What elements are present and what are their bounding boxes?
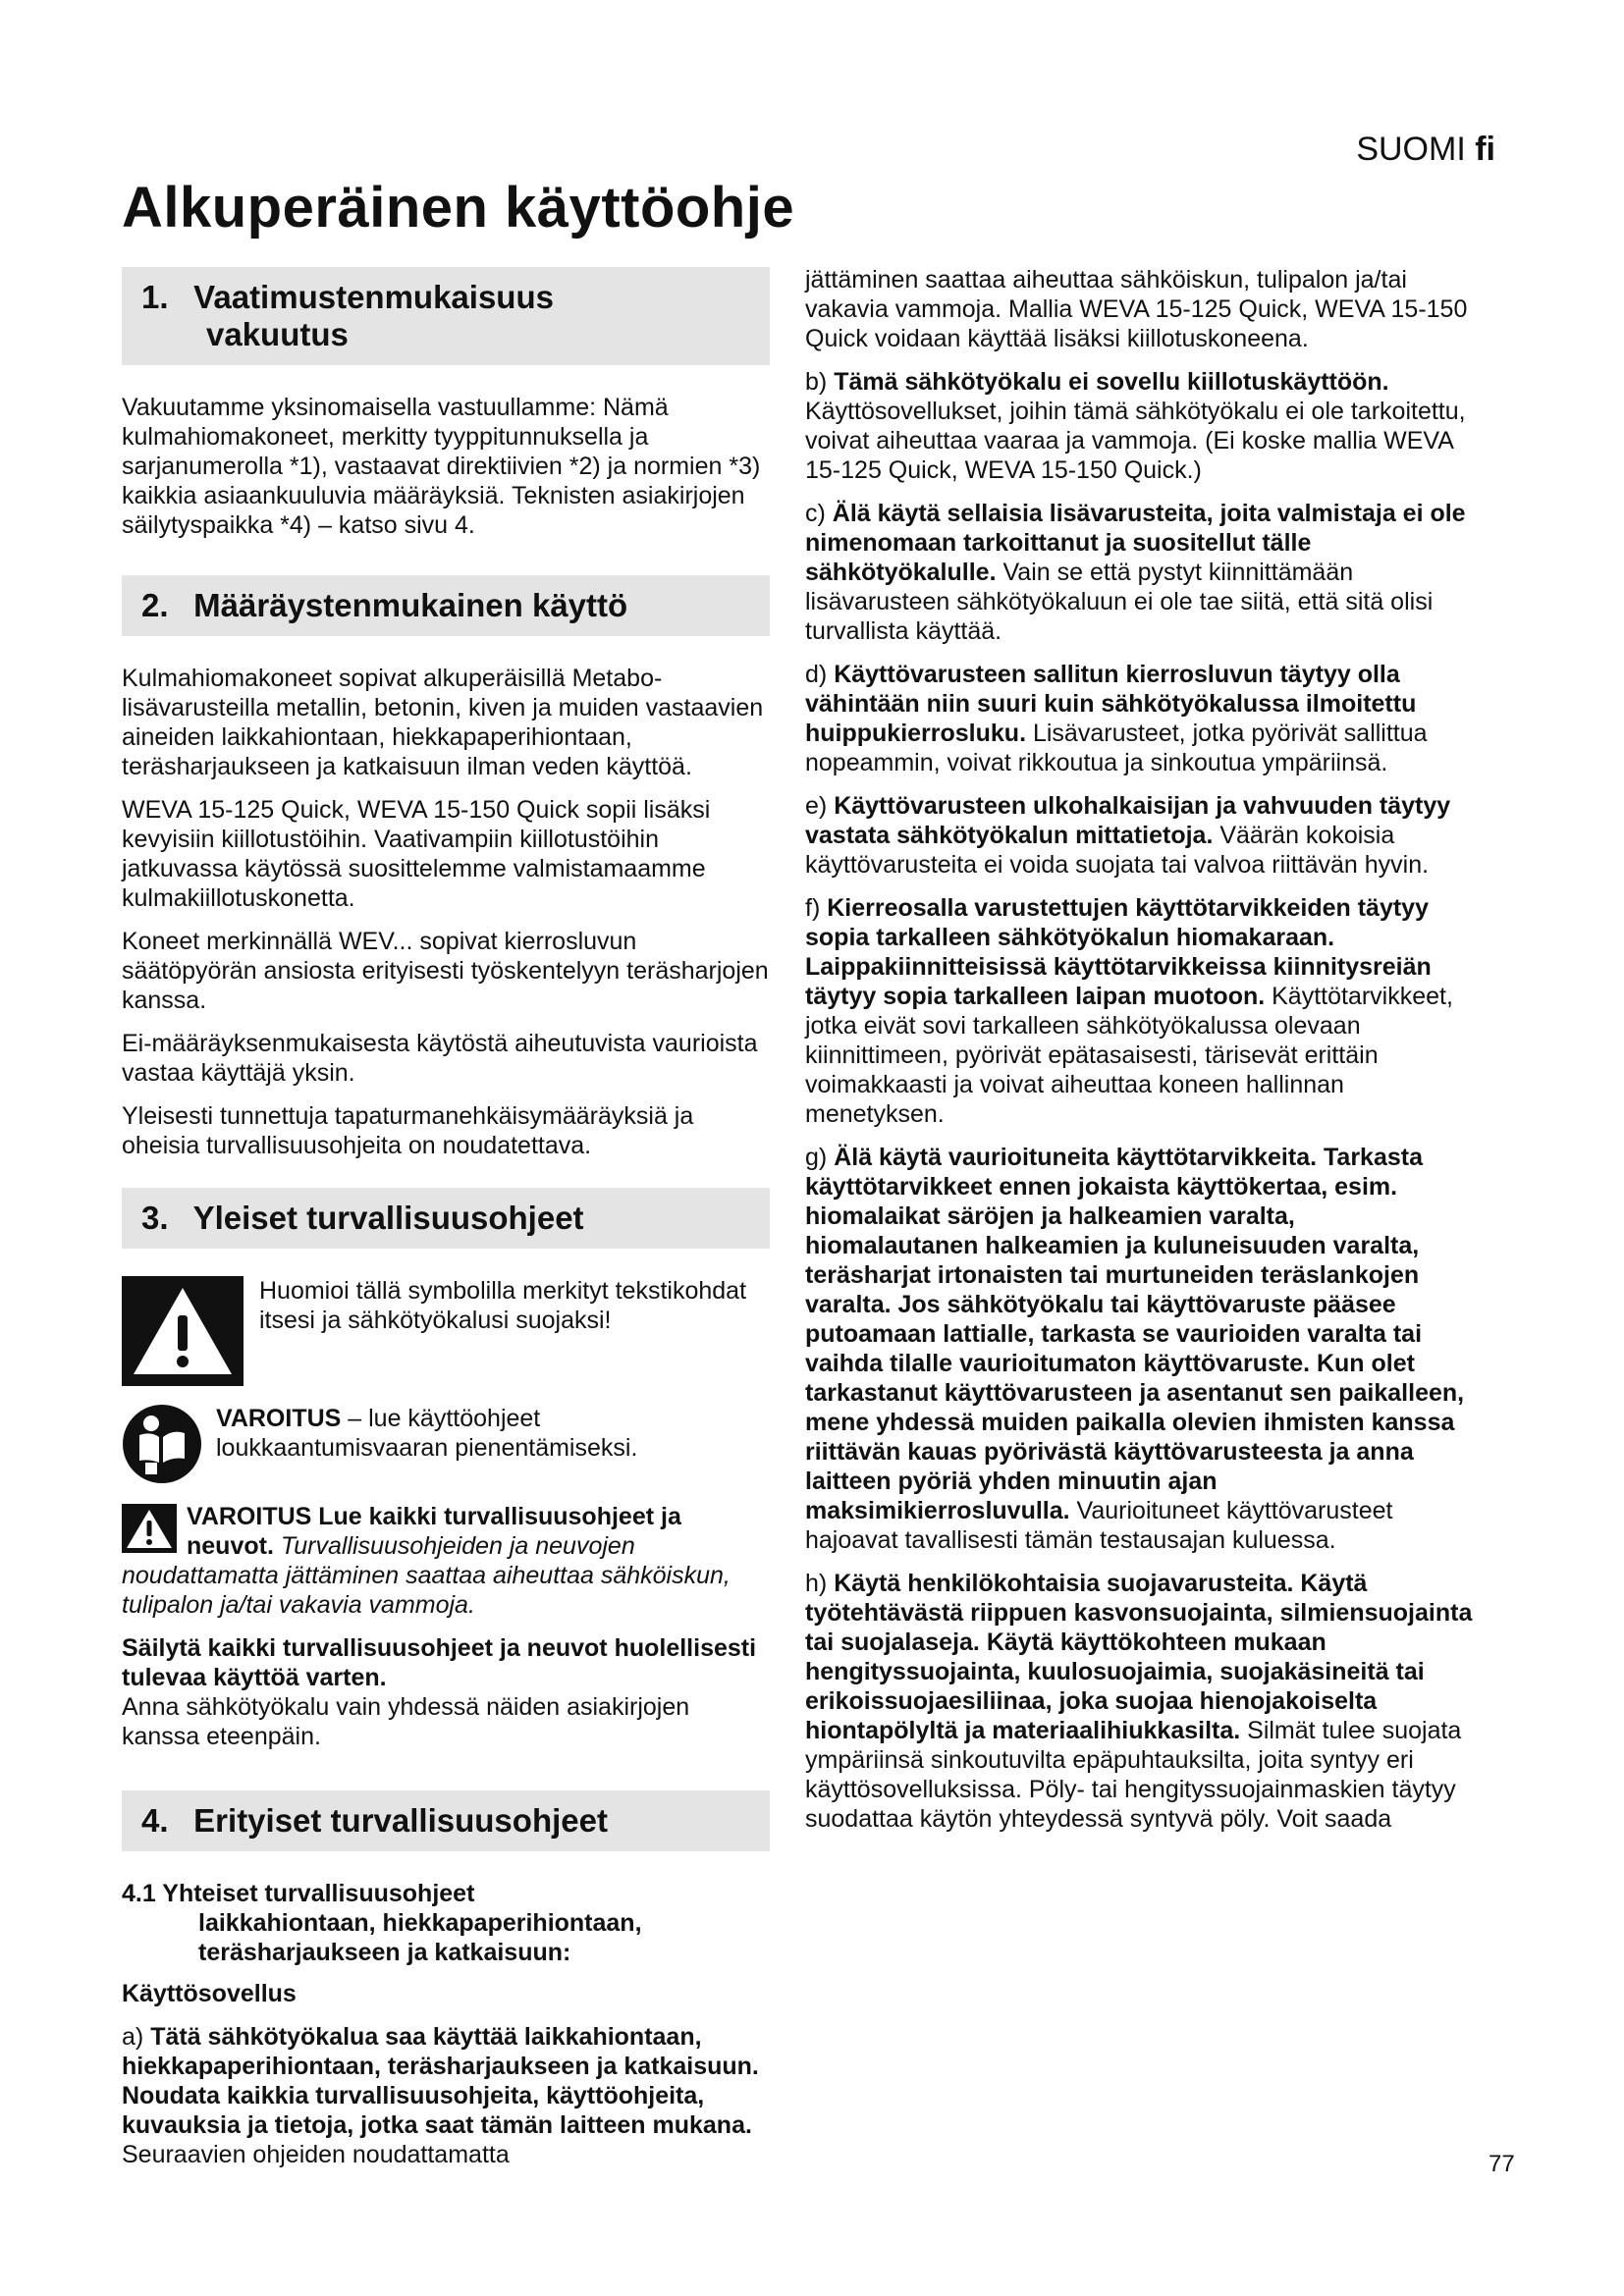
item-text: Seuraavien ohjeiden noudattamatta [122, 2141, 510, 2168]
warning-bold: VAROITUS Lue kaikki turvallisuusohjeet ja neuvot. [187, 1503, 681, 1560]
warning-triangle-icon [122, 1504, 177, 1553]
item-f [805, 893, 1473, 1129]
usage-heading: Käyttösovellus [122, 1980, 297, 2007]
item-bold: Käyttövarusteen sallitun kierrosluvun täytyy olla vähintään niin suuri kuin sähkötyökalussa ilmoitettu huippukierrosluku. [805, 661, 1417, 747]
language-code: fi [1475, 131, 1495, 168]
item-text: Käyttösovellukset, joihin tämä sähkötyökalu ei ole tarkoitettu, voivat aiheuttaa vaaraa ja vammoja. (Ei koske mallia WEVA 15-125 Quick, WEVA 15-150 Quick.) [805, 398, 1466, 484]
section-number: 4. [141, 1802, 169, 1839]
item-label: b) [805, 368, 835, 396]
language-label [1356, 131, 1495, 169]
warning-italic: Turvallisuusohjeiden ja neuvojen noudattamatta jättäminen saattaa aiheuttaa sähköiskun, tulipalon ja/tai vakavia vammoja. [122, 1532, 731, 1619]
item-label: f) [805, 894, 828, 922]
keep-bold: Säilytä kaikki turvallisuusohjeet ja neuvot huolellisesti tulevaa käyttöä varten. [122, 1634, 757, 1691]
subsection-title-cont: laikkahiontaan, hiekkapaperihiontaan, teräsharjaukseen ja katkaisuun: [198, 1909, 642, 1966]
item-text: Vain se että pystyt kiinnittämään lisävarusteen sähkötyökaluun ei ole tae siitä, että sitä olisi turvallista käyttää. [805, 559, 1434, 645]
item-label: h) [805, 1570, 835, 1597]
item-e [805, 791, 1473, 880]
section-3-heading [122, 1188, 770, 1249]
item-label: a) [122, 2023, 151, 2051]
item-text: Käyttötarvikkeet, jotka eivät sovi tarkalleen sähkötyökalussa olevaan kiinnittimeen, pyörivät epätasaisesti, tärisevät erittäin voimakkaasti ja voivat aiheuttaa koneen hallinnan menetyksen. [805, 983, 1453, 1128]
item-text: Lisävarusteet, jotka pyörivät sallittua nopeammin, voivat rikkoutua ja sinkoutua ympäriinsä. [805, 720, 1428, 776]
read-manual-text [216, 1404, 770, 1463]
section-2-paragraph: Kulmahiomakoneet sopivat alkuperäisillä Metabo-lisävarusteilla metallin, betonin, kiven ja muiden vastaavien aineiden laikkahiontaan, hiekkapaperihiontaan, teräsharjaukseen ja katkaisuun ilman veden käyttöä. [122, 665, 764, 780]
item-text: Vaurioituneet käyttövarusteet hajoavat tavallisesti tämän testausajan kuluessa. [805, 1497, 1393, 1554]
section-title: Erityiset turvallisuusohjeet [193, 1802, 608, 1839]
symbol-note-text: Huomioi tällä symbolilla merkityt tekstikohdat itsesi ja sähkötyökalusi suojaksi! [259, 1277, 747, 1334]
section-2-paragraph: Yleisesti tunnettuja tapaturmanehkäisymääräyksiä ja oheisia turvallisuusohjeita on noudatettava. [122, 1102, 694, 1159]
section-number: 1. [141, 279, 169, 315]
item-label: c) [805, 500, 833, 527]
keep-instructions [122, 1633, 770, 1751]
item-bold: Tätä sähkötyökalua saa käyttää laikkahiontaan, hiekkapaperihiontaan, teräsharjaukseen ja katkaisuun. Noudata kaikkia turvallisuusohjeita, käyttöohjeita, kuvauksia ja tietoja, jotka saat tämän laitteen mukana. [122, 2023, 759, 2139]
item-label: e) [805, 792, 835, 820]
item-bold: Käytä henkilökohtaisia suojavarusteita. Käytä työtehtävästä riippuen kasvonsuojainta, silmiensuojainta tai suojalaseja. Käytä käyttökohteen mukaan hengityssuojainta, kuulosuojaimia, suojakäsineitä tai erikoissuojaesiliinaa, joka suojaa hienojakoiselta hiontapölyltä ja materiaalihiukkasilta. [805, 1570, 1473, 1744]
item-d [805, 660, 1473, 777]
item-bold: Älä käytä sellaisia lisävarusteita, joita valmistaja ei ole nimenomaan tarkoittanut ja suositellut tälle sähkötyökalulle. [805, 500, 1466, 586]
section-number: 2. [141, 587, 169, 623]
item-label: d) [805, 661, 835, 688]
warning-triangle-icon [122, 1276, 244, 1386]
keep-text: Anna sähkötyökalu vain yhdessä näiden asiakirjojen kanssa eteenpäin. [122, 1693, 690, 1750]
read-manual-icon [122, 1404, 202, 1484]
right-column [805, 265, 1473, 1847]
section-1-heading [122, 267, 770, 365]
section-2-paragraph: Ei-määräyksenmukaisesta käytöstä aiheutuvista vaurioista vastaa käyttäjä yksin. [122, 1030, 758, 1087]
item-b [805, 367, 1473, 485]
page-number: 77 [1489, 2151, 1515, 2177]
section-title: Määräystenmukainen käyttö [193, 587, 628, 623]
item-c [805, 499, 1473, 646]
warning-text: – lue käyttöohjeet loukkaantumisvaaran pienentämiseksi. [216, 1405, 638, 1462]
warning-all-instructions [122, 1502, 770, 1620]
item-a [122, 2022, 770, 2169]
section-number: 3. [141, 1200, 169, 1236]
section-2-heading [122, 575, 770, 636]
section-1-paragraph: Vakuutamme yksinomaisella vastuullamme: Nämä kulmahiomakoneet, merkitty tyyppitunnuksella ja sarjanumerolla *1), vastaavat direktiivien *2) ja normien *3) kaikkia asiaankuuluvia määräyksiä. Teknisten asiakirjojen säilytyspaikka *4) – katso sivu 4. [122, 394, 761, 539]
item-label: g) [805, 1144, 835, 1171]
item-bold: Käyttövarusteen ulkohalkaisijan ja vahvuuden täytyy vastata sähkötyökalun mittatietoja. [805, 792, 1451, 849]
item-text: Väärän kokoisia käyttövarusteita ei voida suojata tai valvoa riittävän hyvin. [805, 822, 1430, 879]
section-title-cont: vakuutus [206, 316, 349, 352]
section-2-paragraph: Koneet merkinnällä WEV... sopivat kierrosluvun säätöpyörän ansiosta erityisesti työskentelyyn teräsharjojen kanssa. [122, 928, 769, 1014]
section-2-paragraph: WEVA 15-125 Quick, WEVA 15-150 Quick sopii lisäksi kevyisiin kiillotustöihin. Vaativampiin kiillotustöihin jatkuvassa käytössä suosittelemme valmistamaamme kulmakiillotuskonetta. [122, 796, 711, 912]
section-4-heading [122, 1790, 770, 1851]
language-name: SUOMI [1356, 131, 1466, 168]
section-title: Vaatimustenmukaisuus [193, 279, 554, 315]
left-column [122, 267, 770, 2183]
warning-label: VAROITUS [216, 1405, 342, 1432]
item-g [805, 1143, 1473, 1555]
subsection-title: Yhteiset turvallisuusohjeet [162, 1880, 475, 1907]
section-title: Yleiset turvallisuusohjeet [192, 1200, 584, 1236]
subsection-4-1-heading [122, 1879, 770, 1967]
item-h [805, 1569, 1473, 1834]
subsection-number: 4.1 [122, 1880, 156, 1907]
item-bold: Kierreosalla varustettujen käyttötarvikkeiden täytyy sopia tarkalleen sähkötyökalun hiomakaraan. Laippakiinnitteisissä käyttötarvikkeissa kiinnitysreiän täytyy sopia tarkalleen laipan muotoon. [805, 894, 1432, 1010]
read-manual-row [122, 1404, 770, 1484]
symbol-note-row [122, 1276, 770, 1386]
item-bold: Tämä sähkötyökalu ei sovellu kiillotuskäyttöön. [834, 368, 1389, 396]
item-text: Silmät tulee suojata ympäriinsä sinkoutuvilta epäpuhtauksilta, joita syntyy eri käyttösovelluksissa. Pöly- tai hengityssuojainmaskien täytyy suodattaa käytön yhteydessä syntyvä pöly. Voit saada [805, 1717, 1462, 1833]
document-title: Alkuperäinen käyttöohje [122, 176, 795, 240]
item-bold: Älä käytä vaurioituneita käyttötarvikkeita. Tarkasta käyttötarvikkeet ennen jokaista käyttökertaa, esim. hiomalaikat säröjen ja halkeamien varalta, hiomalautanen halkeamien ja kuluneisuuden varalta, teräsharjat irtonaisten tai murtuneiden teräslankojen varalta. Jos sähkötyökalu tai käyttövaruste pääsee putoamaan lattialle, tarkasta se vaurioiden varalta tai vaihda tilalle vaurioitumaton käyttövaruste. Kun olet tarkastanut käyttövarusteen ja asentanut sen paikalleen, mene yhdessä muiden paikalla olevien ihmisten kanssa riittävän kauas pyörivästä käyttövarusteesta ja anna laitteen pyöriä yhden minuutin ajan maksimikierrosluvulla. [805, 1144, 1465, 1524]
continuation-text: jättäminen saattaa aiheuttaa sähköiskun, tulipalon ja/tai vakavia vammoja. Mallia WEVA 15-125 Quick, WEVA 15-150 Quick voidaan käyttää lisäksi kiillotuskoneena. [805, 266, 1468, 352]
